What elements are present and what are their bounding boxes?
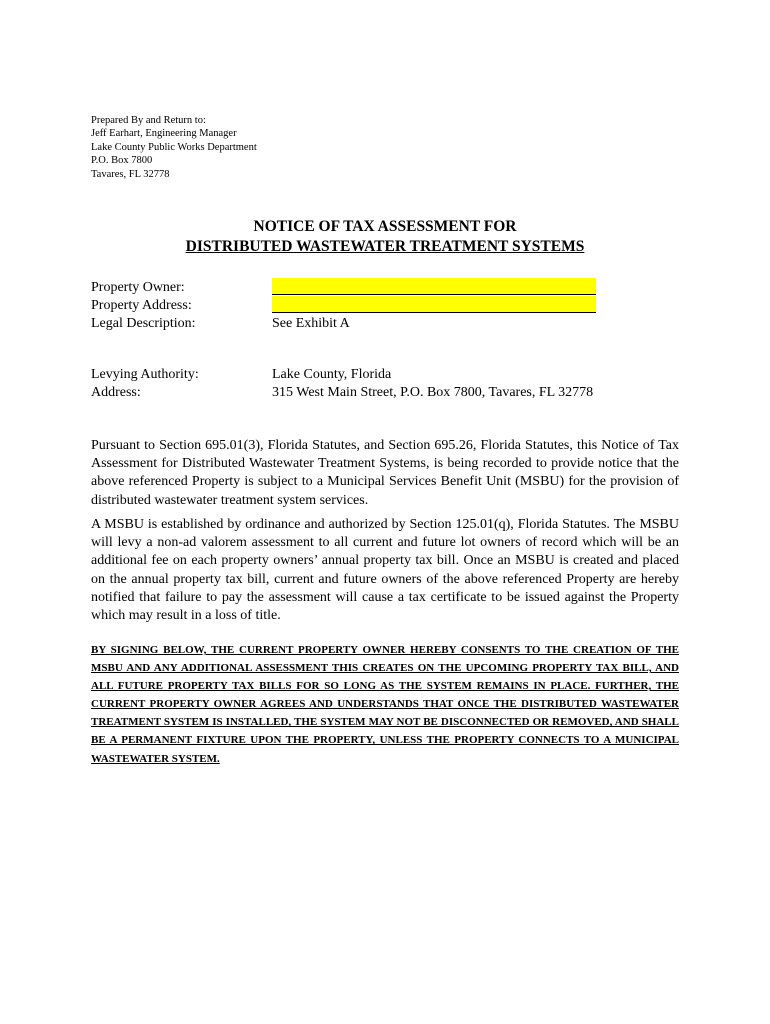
- prepared-by-block: [91, 114, 257, 181]
- legal-description-label: Legal Description:: [91, 316, 196, 331]
- consent-clause: BY SIGNING BELOW, THE CURRENT PROPERTY OWNER HEREBY CONSENTS TO THE CREATION OF THE MSBU AND ANY ADDITIONAL ASSESSMENT THIS CREATES ON THE UPCOMING PROPERTY TAX BILL, AND ALL FUTURE PROPERTY TAX BILLS FOR SO LONG AS THE SYSTEM REMAINS IN PLACE. FURTHER, THE CURRENT PROPERTY OWNER AGREES AND UNDERSTANDS THAT ONCE THE DISTRIBUTED WASTEWATER TREATMENT SYSTEM IS INSTALLED, THE SYSTEM MAY NOT BE DISCONNECTED OR REMOVED, AND SHALL BE A PERMANENT FIXTURE UPON THE PROPERTY, UNLESS THE PROPERTY CONNECTS TO A MUNICIPAL WASTEWATER SYSTEM.: [91, 644, 679, 765]
- property-address-field[interactable]: [272, 296, 596, 313]
- preparer-name: Jeff Earhart, Engineering Manager: [91, 128, 237, 140]
- document-title-line-1: NOTICE OF TAX ASSESSMENT FOR: [253, 218, 517, 235]
- property-owner-field[interactable]: [272, 278, 596, 295]
- address-value: 315 West Main Street, P.O. Box 7800, Tavares, FL 32778: [272, 385, 594, 400]
- prepared-by-heading: Prepared By and Return to:: [91, 115, 206, 126]
- property-owner-label: Property Owner:: [91, 280, 185, 295]
- preparer-department: Lake County Public Works Department: [91, 141, 257, 153]
- levying-authority-value: Lake County, Florida: [272, 367, 392, 382]
- statute-notice-paragraph: Pursuant to Section 695.01(3), Florida Statutes, and Section 695.26, Florida Statutes, this Notice of Tax Assessment for Distributed Wastewater Treatment Systems, is being recorded to provide notice that the above referenced Property is subject to a Municipal Services Benefit Unit (MSBU) for the provision of distributed wastewater treatment system services.: [91, 438, 679, 508]
- property-address-label: Property Address:: [91, 298, 192, 313]
- preparer-city: Tavares, FL 32778: [91, 168, 170, 180]
- legal-description-value: See Exhibit A: [272, 316, 350, 331]
- preparer-po-box: P.O. Box 7800: [91, 155, 153, 167]
- levying-authority-label: Levying Authority:: [91, 367, 199, 382]
- document-title-line-2: DISTRIBUTED WASTEWATER TREATMENT SYSTEMS: [185, 238, 585, 255]
- msbu-paragraph: A MSBU is established by ordinance and authorized by Section 125.01(q), Florida Statutes. The MSBU will levy a non-ad valorem assessment to all current and future lot owners of record which will be an additional fee on each property owners’ annual property tax bill. Once an MSBU is created and placed on the annual property tax bill, current and future owners of the above referenced Property are hereby notified that failure to pay the assessment will cause a tax certificate to be issued against the Property which may result in a loss of title.: [91, 517, 679, 624]
- address-label: Address:: [91, 385, 141, 400]
